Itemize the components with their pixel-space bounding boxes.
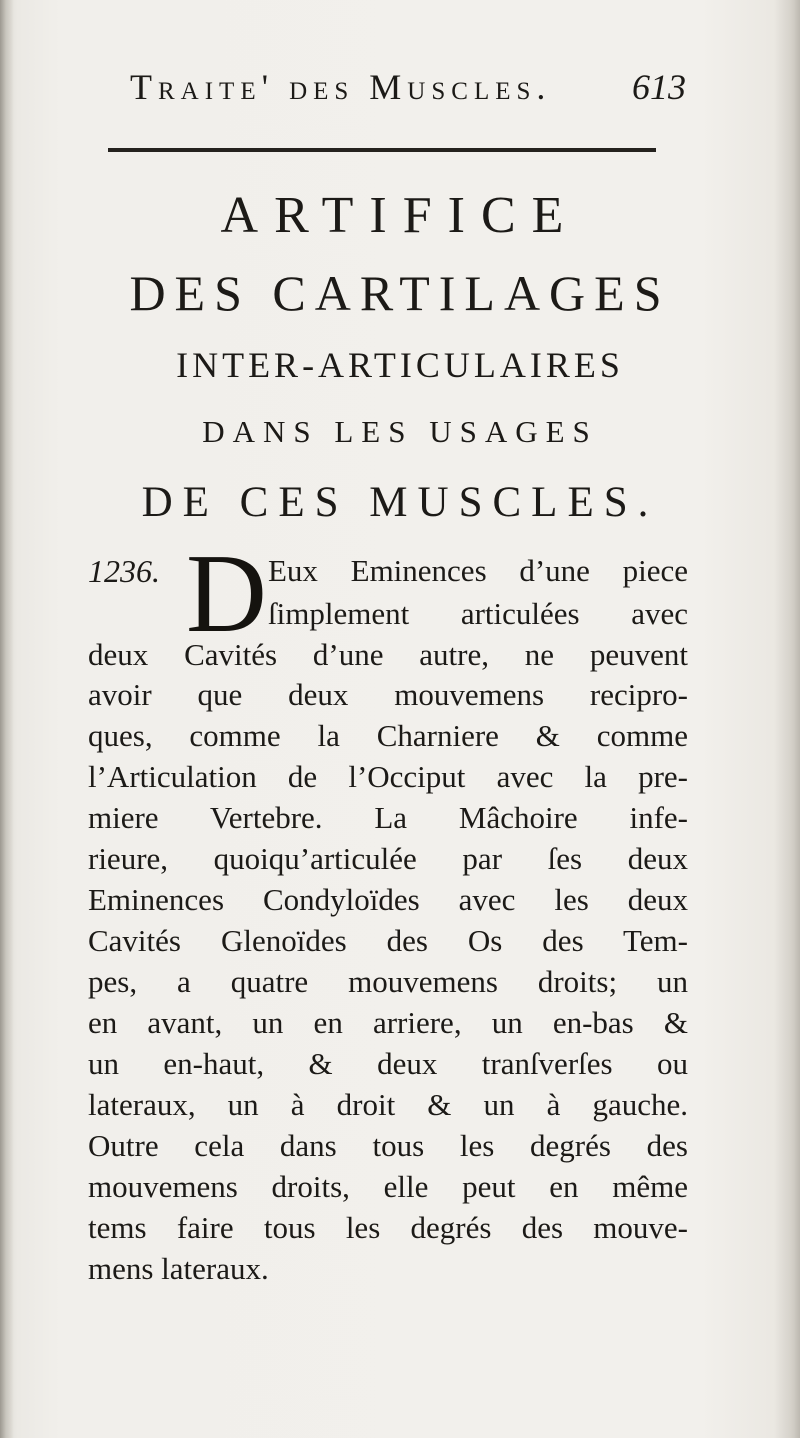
page-number: 613 bbox=[632, 67, 686, 107]
text-line: deux Cavités d’une autre, ne peuvent bbox=[88, 637, 688, 672]
running-head: Traite' des Muscles. bbox=[130, 67, 552, 107]
text-line: mouvemens droits, elle peut en même bbox=[88, 1169, 688, 1204]
text-line: Outre cela dans tous les degrés des bbox=[88, 1128, 688, 1163]
text-line: miere Vertebre. La Mâchoire infe- bbox=[88, 800, 688, 835]
text-line: l’Articulation de l’Occiput avec la pre- bbox=[88, 759, 688, 794]
drop-cap: D bbox=[186, 532, 267, 656]
text-line: pes, a quatre mouvemens droits; un bbox=[88, 964, 688, 999]
heading-line-1: ARTIFICE bbox=[220, 187, 580, 244]
heading-line-3: INTER-ARTICULAIRES bbox=[176, 345, 624, 385]
text-line: avoir que deux mouvemens recipro- bbox=[88, 677, 688, 712]
text-line: un en-haut, & deux tranſverſes ou bbox=[88, 1046, 688, 1081]
text-line: en avant, un en arriere, un en-bas & bbox=[88, 1005, 688, 1040]
text-line: tems faire tous les degrés des mouve- bbox=[88, 1210, 688, 1245]
heading-line-5: DE CES MUSCLES. bbox=[141, 479, 659, 526]
text-line: Eux Eminences d’une piece bbox=[268, 553, 688, 588]
heading-line-2: DES CARTILAGES bbox=[129, 265, 671, 321]
text-line: lateraux, un à droit & un à gauche. bbox=[88, 1087, 688, 1122]
text-line: rieure, quoiqu’articulée par ſes deux bbox=[88, 841, 688, 876]
text-line: ques, comme la Charniere & comme bbox=[88, 718, 688, 753]
text-line: mens lateraux. bbox=[88, 1251, 269, 1286]
paragraph-number: 1236. bbox=[88, 553, 160, 589]
page-edge-shadow bbox=[774, 0, 800, 1438]
page-header bbox=[0, 66, 800, 122]
text-line: Cavités Glenoïdes des Os des Tem- bbox=[88, 923, 688, 958]
text-line: ſimplement articulées avec bbox=[268, 596, 688, 631]
text-line: Eminences Condyloïdes avec les deux bbox=[88, 882, 688, 917]
header-rule bbox=[108, 148, 656, 152]
heading-line-4: DANS LES USAGES bbox=[202, 414, 598, 449]
page-gutter-shadow bbox=[0, 0, 14, 1438]
